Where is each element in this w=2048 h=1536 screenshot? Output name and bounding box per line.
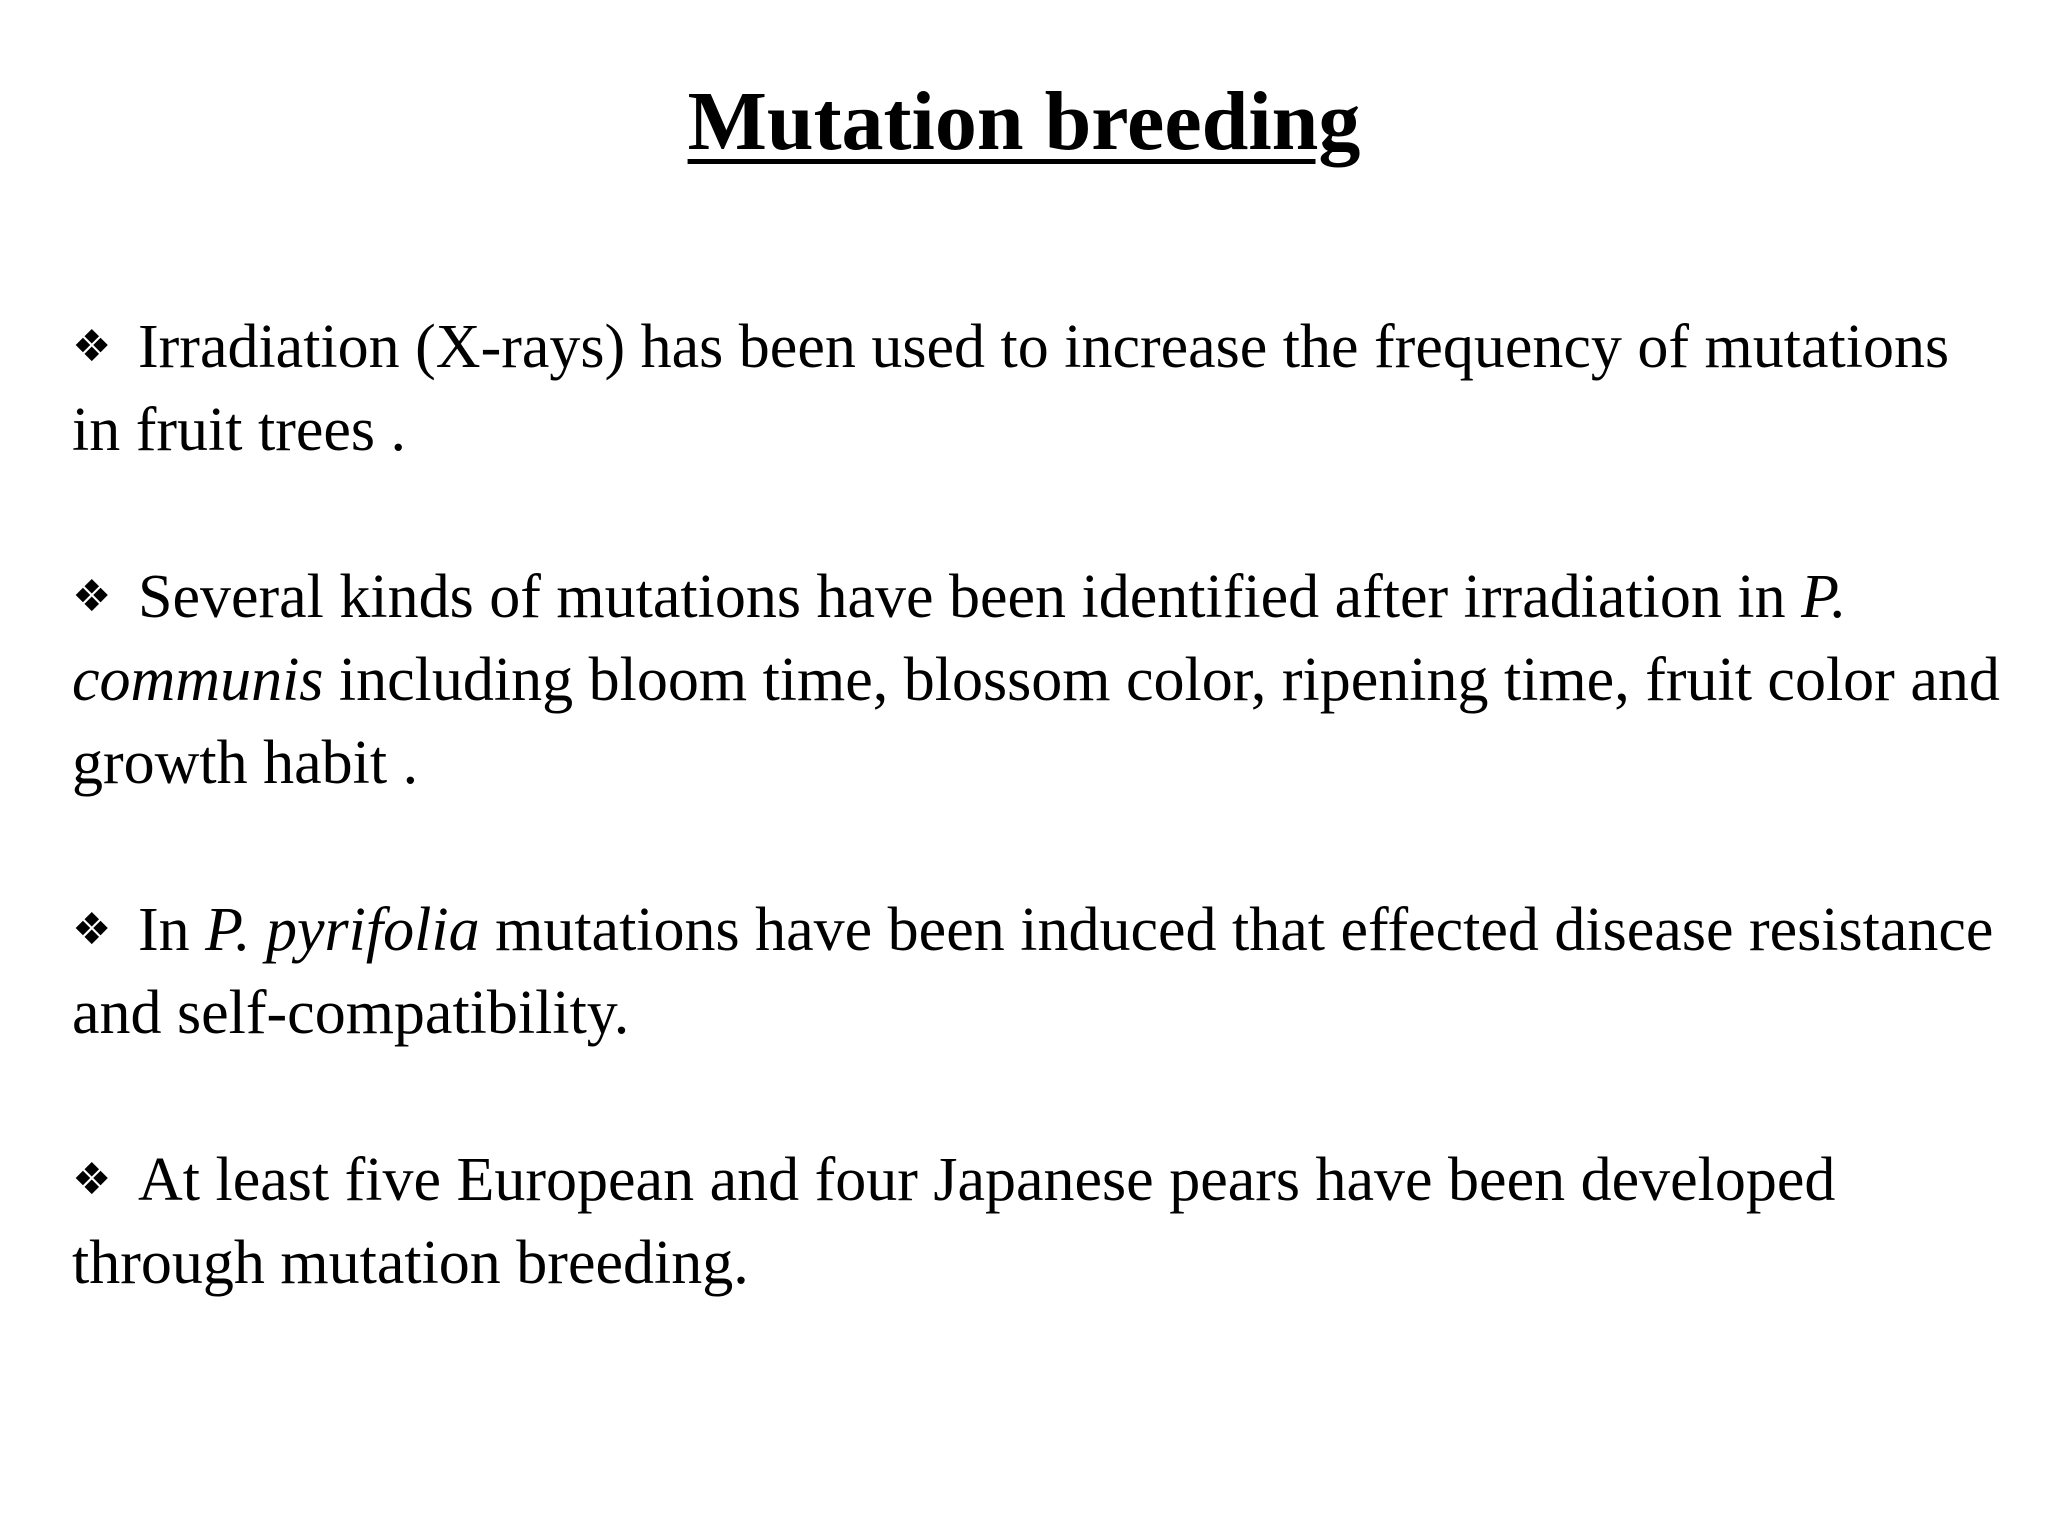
diamond-bullet-icon: ❖ (72, 1154, 112, 1205)
bullet-text: Several kinds of mutations have been identified after irradiation in (138, 563, 1786, 631)
bullet-text: including bloom time, blossom color, ripening time, fruit color and growth habit . (72, 646, 2000, 797)
bullet-text: At least five European and four Japanese pears have been developed through mutation breeding. (72, 1146, 1836, 1297)
diamond-bullet-icon: ❖ (72, 321, 112, 372)
slide-title: Mutation breeding (687, 75, 1361, 168)
bullet-item (72, 1138, 2012, 1305)
species-name: P. pyrifolia (205, 896, 480, 964)
bullet-item (72, 305, 2012, 472)
bullet-text: In (138, 896, 190, 964)
bullet-list (72, 305, 2012, 1305)
bullet-item (72, 555, 2012, 805)
diamond-bullet-icon: ❖ (72, 904, 112, 955)
bullet-text: mutations have been induced that effected disease resistance and self-compatibility. (72, 896, 1994, 1047)
diamond-bullet-icon: ❖ (72, 571, 112, 622)
bullet-text: Irradiation (X-rays) has been used to increase the frequency of mutations in fruit trees . (72, 313, 1950, 464)
species-name: P. communis (72, 563, 1847, 714)
bullet-item (72, 888, 2012, 1055)
